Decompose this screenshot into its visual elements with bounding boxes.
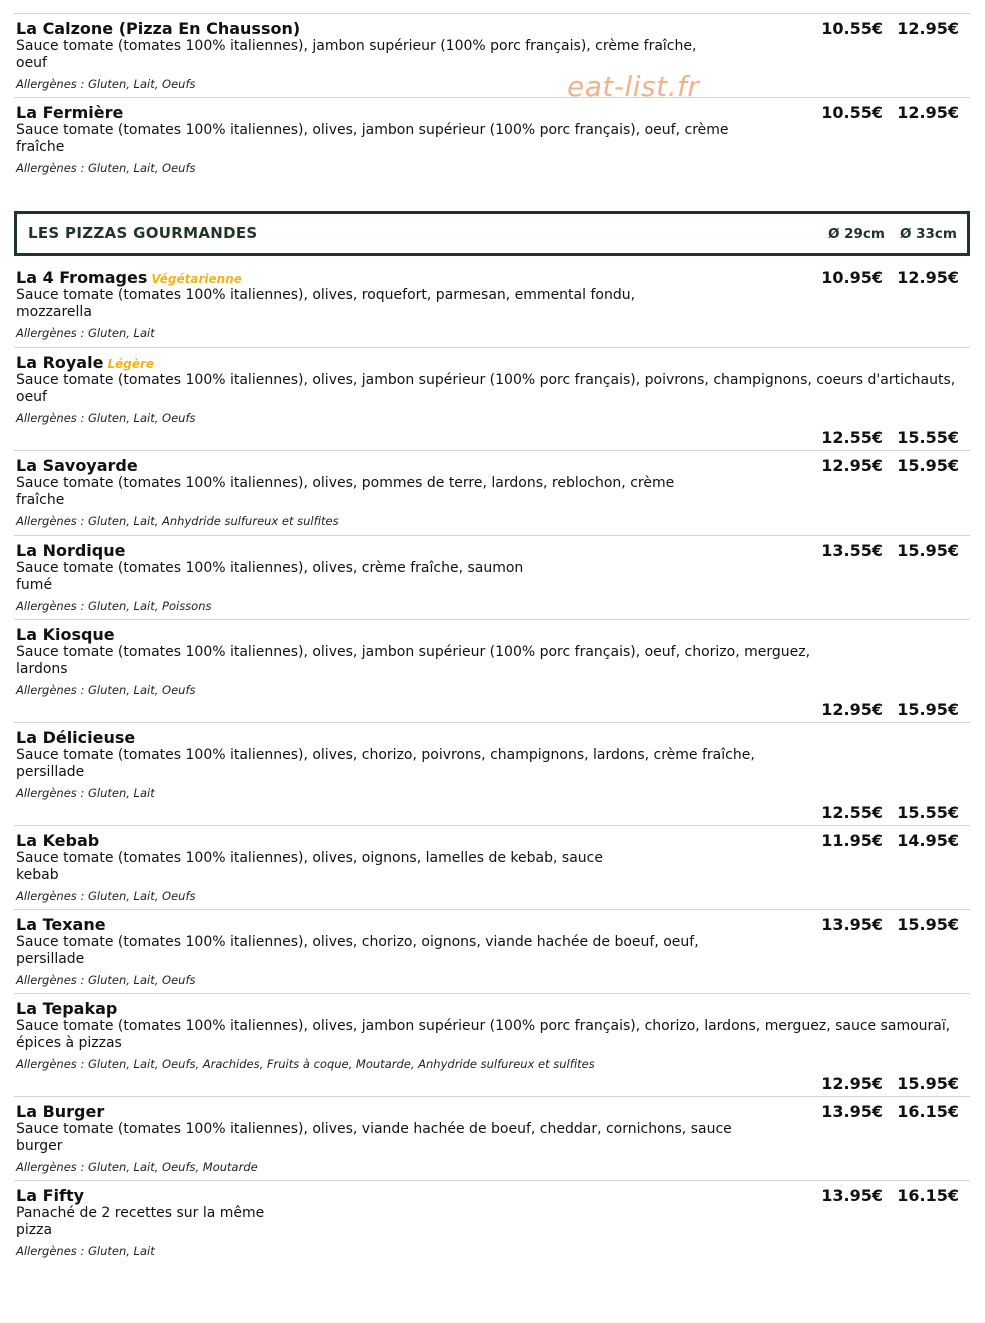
item-allergens: Allergènes : Gluten, Lait, Oeufs: [16, 683, 196, 697]
item-name: [16, 831, 99, 850]
price-33cm: 16.15€: [897, 1102, 959, 1121]
price-29cm: 13.95€: [821, 1186, 883, 1205]
item-allergens: Allergènes : Gluten, Lait, Oeufs: [16, 411, 196, 425]
size-label-large: Ø 33cm: [899, 226, 957, 242]
item-allergens: Allergènes : Gluten, Lait, Oeufs: [16, 77, 196, 91]
item-description: [16, 747, 755, 781]
item-allergens: Allergènes : Gluten, Lait, Oeufs, Arachides, Fruits à coque, Moutarde, Anhydride sulfureux et sulfites: [16, 1057, 595, 1071]
item-description: [16, 560, 523, 594]
item-description: [16, 1121, 732, 1155]
price-33cm: 12.95€: [897, 268, 959, 287]
price-29cm: 12.55€: [821, 428, 883, 447]
item-name-text: La Burger: [16, 1102, 105, 1121]
menu-item: [14, 825, 970, 910]
item-allergens: Allergènes : Gluten, Lait, Oeufs: [16, 161, 196, 175]
item-description-line: épices à pizzas: [16, 1035, 122, 1051]
item-name-text: La Nordique: [16, 541, 126, 560]
price-33cm: 12.95€: [897, 103, 959, 122]
price-33cm: 16.15€: [897, 1186, 959, 1205]
item-description-line: fumé: [16, 577, 53, 593]
menu-item: [14, 619, 970, 723]
price-29cm: 12.95€: [821, 1074, 883, 1093]
item-description-line: Sauce tomate (tomates 100% italiennes), olives, crème fraîche, saumon: [16, 560, 524, 576]
item-name: [16, 456, 138, 475]
item-description-line: pizza: [16, 1222, 53, 1238]
item-description-line: fraîche: [16, 492, 65, 508]
item-description-line: oeuf: [16, 389, 47, 405]
menu-item: [14, 450, 970, 536]
price-33cm: 15.95€: [897, 700, 959, 719]
item-description-line: Sauce tomate (tomates 100% italiennes), olives, chorizo, poivrons, champignons, lardons, crème fraîche,: [16, 747, 755, 763]
item-allergens: Allergènes : Gluten, Lait, Oeufs: [16, 889, 196, 903]
item-description-line: Sauce tomate (tomates 100% italiennes), olives, viande hachée de boeuf, cheddar, cornichons, sauce: [16, 1121, 732, 1137]
item-name-text: La Royale: [16, 353, 104, 372]
menu-item: [14, 347, 970, 451]
price-33cm: 15.55€: [897, 803, 959, 822]
item-name-text: La Fifty: [16, 1186, 85, 1205]
item-description: [16, 934, 699, 968]
item-description-line: Sauce tomate (tomates 100% italiennes), olives, jambon supérieur (100% porc français), chorizo, lardons, merguez, sauce samouraï,: [16, 1018, 951, 1034]
item-description-line: Sauce tomate (tomates 100% italiennes), olives, jambon supérieur (100% porc français), poivrons, champignons, coeurs d'artichauts,: [16, 372, 956, 388]
price-33cm: 15.95€: [897, 1074, 959, 1093]
menu-item: [14, 722, 970, 826]
item-description: [16, 372, 955, 406]
price-29cm: 12.95€: [821, 456, 883, 475]
watermark: eat-list.fr: [567, 70, 700, 103]
item-description-line: Sauce tomate (tomates 100% italiennes), olives, roquefort, parmesan, emmental fondu,: [16, 287, 636, 303]
item-name-text: La 4 Fromages: [16, 268, 148, 287]
price-33cm: 15.95€: [897, 915, 959, 934]
menu-item: [14, 263, 970, 347]
item-name: [16, 1102, 104, 1121]
item-description-line: oeuf: [16, 55, 47, 71]
item-description: [16, 850, 603, 884]
item-description: [16, 1205, 264, 1239]
price-29cm: 13.55€: [821, 541, 883, 560]
item-name: [16, 268, 242, 287]
item-name: [16, 353, 154, 372]
item-description-line: Sauce tomate (tomates 100% italiennes), olives, jambon supérieur (100% porc français), oeuf, crème: [16, 122, 729, 138]
item-name-text: La Kebab: [16, 831, 100, 850]
item-tag: Légère: [107, 357, 155, 371]
price-33cm: 14.95€: [897, 831, 959, 850]
item-description-line: persillade: [16, 951, 85, 967]
item-allergens: Allergènes : Gluten, Lait: [16, 786, 155, 800]
item-name: [16, 999, 117, 1018]
item-description: [16, 644, 810, 678]
item-description: [16, 1018, 950, 1052]
item-name: [16, 728, 135, 747]
item-description-line: Sauce tomate (tomates 100% italiennes), jambon supérieur (100% porc français), crème fraîche,: [16, 38, 697, 54]
item-description-line: kebab: [16, 867, 59, 883]
item-allergens: Allergènes : Gluten, Lait, Oeufs: [16, 973, 196, 987]
item-name: [16, 541, 125, 560]
size-label-small: Ø 29cm: [827, 226, 885, 242]
menu-item: [14, 1180, 970, 1265]
menu-item: [14, 535, 970, 620]
item-allergens: Allergènes : Gluten, Lait, Poissons: [16, 599, 212, 613]
item-description-line: Sauce tomate (tomates 100% italiennes), olives, jambon supérieur (100% porc français), oeuf, chorizo, merguez,: [16, 644, 811, 660]
item-name-text: La Savoyarde: [16, 456, 138, 475]
item-name: [16, 19, 300, 38]
item-description-line: Sauce tomate (tomates 100% italiennes), olives, oignons, lamelles de kebab, sauce: [16, 850, 603, 866]
item-name-text: La Kiosque: [16, 625, 115, 644]
item-name-text: La Tepakap: [16, 999, 118, 1018]
section-title: LES PIZZAS GOURMANDES: [28, 224, 258, 242]
price-29cm: 10.55€: [821, 103, 883, 122]
item-name-text: La Calzone (Pizza En Chausson): [16, 19, 301, 38]
section-header: [14, 211, 970, 256]
item-allergens: Allergènes : Gluten, Lait, Anhydride sulfureux et sulfites: [16, 514, 339, 528]
price-33cm: 15.95€: [897, 541, 959, 560]
item-name: [16, 103, 123, 122]
price-33cm: 15.95€: [897, 456, 959, 475]
item-description: [16, 38, 696, 72]
item-allergens: Allergènes : Gluten, Lait: [16, 1244, 155, 1258]
menu-item: [14, 97, 970, 182]
price-29cm: 10.95€: [821, 268, 883, 287]
price-29cm: 13.95€: [821, 1102, 883, 1121]
menu-item: [14, 909, 970, 994]
item-name-text: La Texane: [16, 915, 106, 934]
item-description-line: Sauce tomate (tomates 100% italiennes), olives, pommes de terre, lardons, reblochon, crème: [16, 475, 675, 491]
item-name: [16, 625, 115, 644]
item-description-line: persillade: [16, 764, 85, 780]
item-allergens: Allergènes : Gluten, Lait: [16, 326, 155, 340]
price-29cm: 13.95€: [821, 915, 883, 934]
item-name-text: La Délicieuse: [16, 728, 136, 747]
item-description-line: mozzarella: [16, 304, 92, 320]
item-allergens: Allergènes : Gluten, Lait, Oeufs, Moutarde: [16, 1160, 258, 1174]
item-name: [16, 915, 106, 934]
item-description-line: burger: [16, 1138, 63, 1154]
item-description-line: fraîche: [16, 139, 65, 155]
item-description-line: lardons: [16, 661, 68, 677]
price-29cm: 10.55€: [821, 19, 883, 38]
menu-item: [14, 993, 970, 1097]
price-29cm: 12.55€: [821, 803, 883, 822]
menu-item: [14, 1096, 970, 1181]
item-description-line: Panaché de 2 recettes sur la même: [16, 1205, 265, 1221]
price-33cm: 15.55€: [897, 428, 959, 447]
item-description: [16, 475, 674, 509]
item-description: [16, 287, 635, 321]
item-tag: Végétarienne: [151, 272, 242, 286]
item-description: [16, 122, 729, 156]
item-description-line: Sauce tomate (tomates 100% italiennes), olives, chorizo, oignons, viande hachée de boeuf, oeuf,: [16, 934, 699, 950]
menu-item: [14, 13, 970, 98]
price-29cm: 12.95€: [821, 700, 883, 719]
item-name: [16, 1186, 84, 1205]
price-33cm: 12.95€: [897, 19, 959, 38]
price-29cm: 11.95€: [821, 831, 883, 850]
item-name-text: La Fermière: [16, 103, 124, 122]
